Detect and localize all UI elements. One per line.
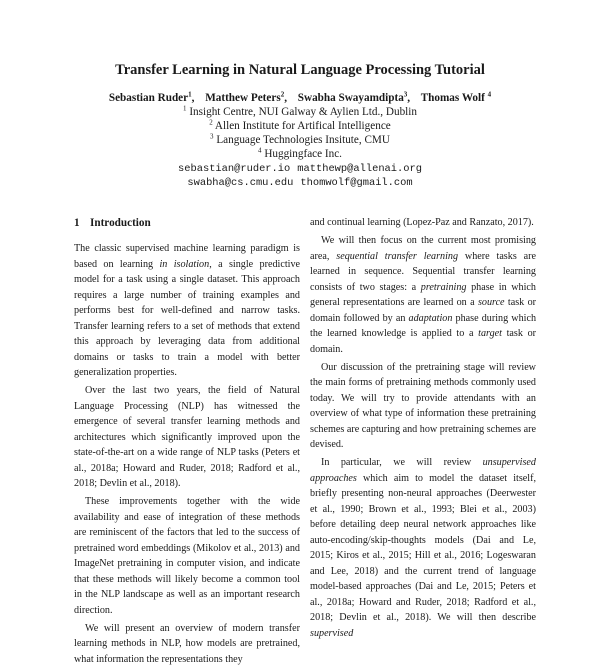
affiliation-marker: 4 [258, 146, 262, 154]
text-run: task or domain. [310, 328, 536, 355]
affiliation-line [0, 120, 600, 132]
author-affiliation-marker: 1 [188, 90, 192, 98]
paragraph: and continual learning (Lopez-Paz and Ranzato, 2017). [310, 215, 536, 231]
affiliation-text: Language Technologies Insitute, CMU [216, 134, 390, 146]
text-run: task or domain followed by an [310, 297, 536, 324]
author-email[interactable]: thomwolf@gmail.com [300, 177, 412, 189]
paragraph: Over the last two years, the field of Natural Language Processing (NLP) has witnessed the emergence of several transfer learning methods and architectures which significantly improved upon the state-of-the-art on a wide range of NLP tasks (Peters et al., 2018a; Howard and Ruder, 2018; Radford et al., 2018; Devlin et al., 2018). [74, 383, 300, 492]
affiliation-text: Huggingface Inc. [264, 148, 342, 160]
paragraph [310, 455, 536, 641]
emphasis: supervised [310, 628, 353, 639]
author-affiliation-marker: 3 [404, 90, 408, 98]
emphasis: adaptation [409, 313, 453, 324]
author-email[interactable]: swabha@cs.cmu.edu [187, 177, 293, 189]
paragraph: These improvements together with the wide availability and ease of integration of these methods are reminiscent of the factors that led to the success of pretrained word embeddings (Mikolov et al., 2013) and ImageNet pretraining in computer vision, and indicate that these methods will likely become a common tool in the NLP landscape as well as an important research direction. [74, 494, 300, 618]
author-name: Swabha Swayamdipta [298, 92, 404, 104]
text-run: In particular, we will review [321, 457, 483, 468]
emphasis: unsupervised approaches [310, 457, 536, 484]
author-list: Sebastian Ruder$^1$, Matthew Peters$^2$, Swabha Swayamdipta$^3$, Thomas Wolf $^4$ [0, 92, 600, 104]
section-title: Introduction [90, 217, 151, 229]
affiliation-marker: 2 [209, 118, 213, 126]
paragraph [74, 241, 300, 381]
text-run: where tasks are learned in sequence. Sequential transfer learning consists of two stages: a [310, 251, 536, 293]
email-line [0, 177, 600, 189]
affiliation-text: Insight Centre, NUI Galway & Aylien Ltd., Dublin [189, 106, 417, 118]
text-run: The classic supervised machine learning paradigm is based on learning [74, 243, 300, 270]
emphasis: in isolation [159, 259, 209, 270]
emphasis: source [478, 297, 505, 308]
section-heading [74, 216, 300, 230]
author-email[interactable]: sebastian@ruder.io [178, 163, 290, 175]
affiliation-line [0, 134, 600, 146]
text-run: which aim to model the dataset itself, briefly presenting non-neural approaches (Deerwester et al., 1990; Brown et al., 1993; Blei et al., 2003) before detailing deep neural network approaches like auto-encoding/skip-thoughts models (Dai and Le, 2015; Kiros et al., 2015; Hill et al., 2016; Logeswaran and Lee, 2018) and the current trend of language model-based approaches (Dai and Le, 2015; Peters et al., 2018a; Howard and Ruder, 2018; Radford et al., 2018; Devlin et al., 2018). We will then describe [310, 473, 536, 624]
text-run: phase during which the learned knowledge is applied to a [310, 313, 536, 340]
author-affiliation-marker: 2 [281, 90, 285, 98]
emphasis: pretraining [421, 282, 467, 293]
email-line [0, 163, 600, 175]
affiliation-marker: 1 [183, 104, 187, 112]
affiliation-marker: 3 [210, 132, 214, 140]
paragraph: Our discussion of the pretraining stage will review the main forms of pretraining methods commonly used today. We will try to provide attendants with an overview of what type of information these pretraining schemes are capturing and how pretraining schemes are devised. [310, 360, 536, 453]
author-email[interactable]: matthewp@allenai.org [297, 163, 422, 175]
affiliation-line [0, 106, 600, 118]
right-column [310, 215, 536, 641]
author-affiliation-marker: 4 [488, 90, 492, 98]
paper-title: Transfer Learning in Natural Language Processing Tutorial [0, 62, 600, 79]
author-name: Sebastian Ruder [109, 92, 188, 104]
affiliation-text: Allen Institute for Artifical Intelligence [215, 120, 391, 132]
author-name: Thomas Wolf [421, 92, 485, 104]
affiliation-line [0, 148, 600, 160]
emphasis: target [478, 328, 502, 339]
author-name: Matthew Peters [205, 92, 280, 104]
section-number: 1 [74, 216, 90, 230]
text-run: We will then focus on the current most promising area, [310, 235, 536, 262]
text-run: phase in which general representations are learned on a [310, 282, 536, 309]
paragraph: We will present an overview of modern transfer learning methods in NLP, how models are pretrained, what information the representations they [74, 621, 300, 667]
emphasis: sequential transfer learning [336, 251, 458, 262]
left-column [74, 216, 300, 667]
text-run: , a single predictive model for a task using a single dataset. This approach requires a large number of training examples and performs best for well-defined and narrow tasks. Transfer learning refers to a set of methods that extend this approach by leveraging data from additional domains or tasks to train a model with better generalization properties. [74, 259, 300, 379]
paragraph [310, 233, 536, 357]
